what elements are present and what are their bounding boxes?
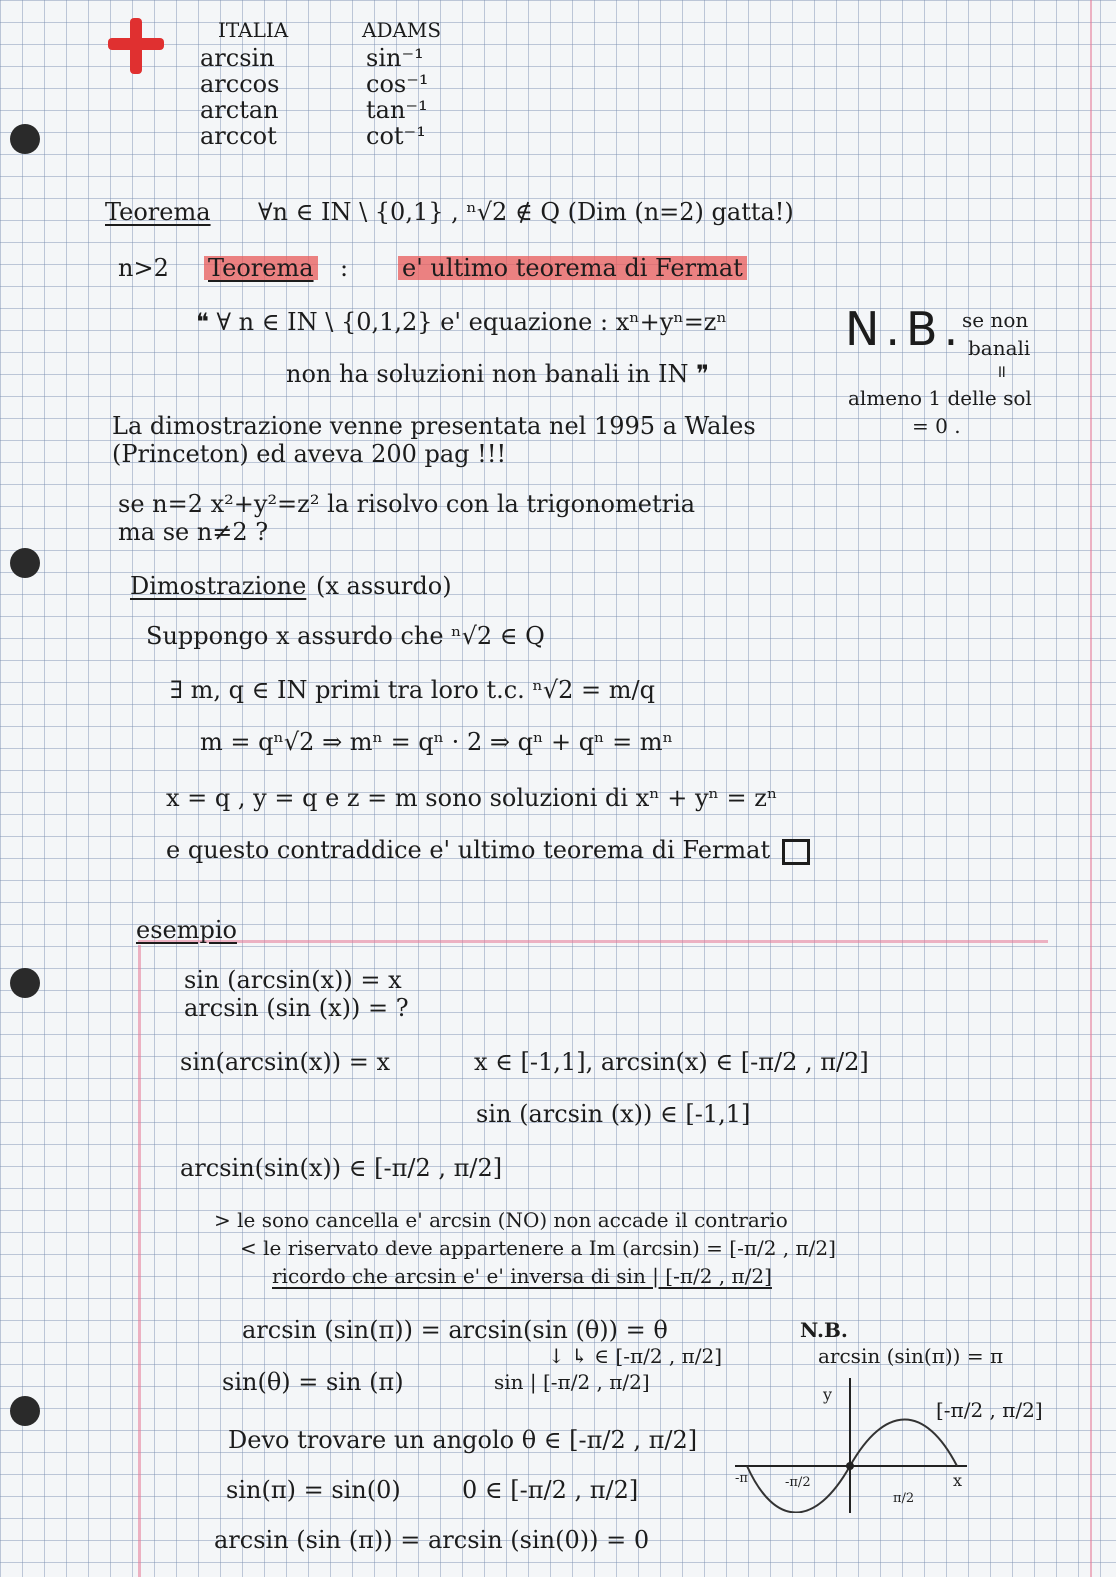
notation-ad: sin⁻¹ [366, 44, 424, 72]
example-line-1: sin (arcsin(x)) = x [184, 966, 402, 994]
fermat-quote-2: non ha soluzioni non banali in IN ❞ [286, 360, 710, 388]
graph-tick: π/2 [893, 1491, 915, 1506]
notation-it: arccot [200, 122, 277, 150]
fermat-text: e' ultimo teorema di Fermat [398, 256, 747, 280]
theorem-title: Teorema [105, 198, 211, 226]
example-line-7: < le riservato deve appartenere a Im (arcsin) = [-π/2 , π/2] [240, 1236, 836, 1260]
margin-line-horizontal [138, 940, 1048, 943]
example-line-3b: x ∈ [-1,1], arcsin(x) ∈ [-π/2 , π/2] [474, 1048, 869, 1076]
notation-it: arctan [200, 96, 279, 124]
n-greater-2: n>2 [118, 254, 169, 282]
proof-subtitle: (x assurdo) [316, 572, 452, 600]
example-line-2: arcsin (sin (x)) = ? [184, 994, 409, 1022]
notation-ad: cot⁻¹ [366, 122, 426, 150]
proof-line-3: m = qⁿ√2 ⇒ mⁿ = qⁿ · 2 ⇒ qⁿ + qⁿ = mⁿ [200, 728, 673, 756]
origin-point [846, 1462, 854, 1470]
notation-ad: tan⁻¹ [366, 96, 428, 124]
proof-line-5 [166, 838, 810, 865]
nb-side-3: ॥ [996, 362, 1007, 382]
proof-line-1: Suppongo x assurdo che ⁿ√2 ∈ Q [146, 622, 545, 650]
example-line-11a: sin(θ) = sin (π) [222, 1368, 404, 1396]
proof-line-2: ∃ m, q ∈ IN primi tra loro t.c. ⁿ√2 = m/q [170, 676, 655, 704]
example-line-5: arcsin(sin(x)) ∈ [-π/2 , π/2] [180, 1154, 503, 1182]
example-line-14: arcsin (sin (π)) = arcsin (sin(0)) = 0 [214, 1526, 650, 1554]
graph-y-label: y [823, 1385, 833, 1404]
proof-line-5-text: e questo contraddice e' ultimo teorema di Fermat [166, 836, 771, 864]
theorem-statement: ∀n ∈ IN \ {0,1} , ⁿ√2 ∉ Q (Dim (n=2) gatta!) [258, 198, 794, 226]
notation-it: arccos [200, 70, 280, 98]
nb-example-line: arcsin (sin(π)) = π [818, 1344, 1004, 1368]
fermat-colon: : [340, 254, 349, 282]
example-line-12: Devo trovare un angolo θ ∈ [-π/2 , π/2] [228, 1426, 698, 1454]
example-line-9: arcsin (sin(π)) = arcsin(sin (θ)) = θ [242, 1316, 668, 1344]
history-line-1: La dimostrazione venne presentata nel 1995 a Wales [112, 412, 756, 440]
italia-label: ITALIA [218, 18, 289, 42]
example-line-3a: sin(arcsin(x)) = x [180, 1048, 391, 1076]
example-line-13a: sin(π) = sin(0) [226, 1476, 401, 1504]
example-title: esempio [136, 916, 237, 944]
graph-x-label: x [953, 1471, 963, 1490]
notation-ad: cos⁻¹ [366, 70, 429, 98]
punch-hole [10, 548, 40, 578]
graph-tick: -π [735, 1471, 748, 1486]
nb-side-5: = 0 . [912, 414, 961, 438]
nb-side-2: banali [968, 336, 1031, 360]
sine-graph [735, 1378, 975, 1513]
cases-line-2: ma se n≠2 ? [118, 518, 269, 546]
fermat-quote-1: ❝ ∀ n ∈ IN \ {0,1,2} e' equazione : xⁿ+yⁿ=zⁿ [196, 308, 727, 336]
example-line-8: ricordo che arcsin e' e' inversa di sin | [-π/2 , π/2] [272, 1264, 772, 1288]
red-cross-icon [108, 18, 164, 74]
example-line-13b: 0 ∈ [-π/2 , π/2] [462, 1476, 639, 1504]
graph-tick: -π/2 [785, 1475, 811, 1490]
nb-mark: N.B. [845, 302, 965, 356]
example-line-6: > le sono cancella e' arcsin (NO) non accade il contrario [214, 1208, 788, 1232]
fermat-label: Teorema [204, 256, 318, 280]
nb-side-4: almeno 1 delle sol [848, 386, 1032, 410]
margin-line-vertical [138, 945, 141, 1577]
adams-label: ADAMS [362, 18, 442, 42]
nb-example-interval: [-π/2 , π/2] [936, 1398, 1043, 1422]
nb-side-1: se non [962, 308, 1029, 332]
punch-hole [10, 1396, 40, 1426]
example-line-10: ↓ ↳ ∈ [-π/2 , π/2] [548, 1344, 723, 1368]
history-line-2: (Princeton) ed aveva 200 pag !!! [112, 440, 507, 468]
punch-hole [10, 124, 40, 154]
example-line-11b: sin | [-π/2 , π/2] [494, 1370, 650, 1394]
margin-line-right [1090, 0, 1092, 1577]
proof-line-4: x = q , y = q e z = m sono soluzioni di xⁿ + yⁿ = zⁿ [166, 784, 778, 812]
example-line-4: sin (arcsin (x)) ∈ [-1,1] [476, 1100, 751, 1128]
notation-it: arcsin [200, 44, 275, 72]
cases-line-1: se n=2 x²+y²=z² la risolvo con la trigonometria [118, 490, 696, 518]
qed-box-icon [782, 839, 810, 865]
nb-example-title: N.B. [800, 1318, 848, 1342]
proof-title: Dimostrazione [130, 572, 307, 600]
punch-hole [10, 968, 40, 998]
